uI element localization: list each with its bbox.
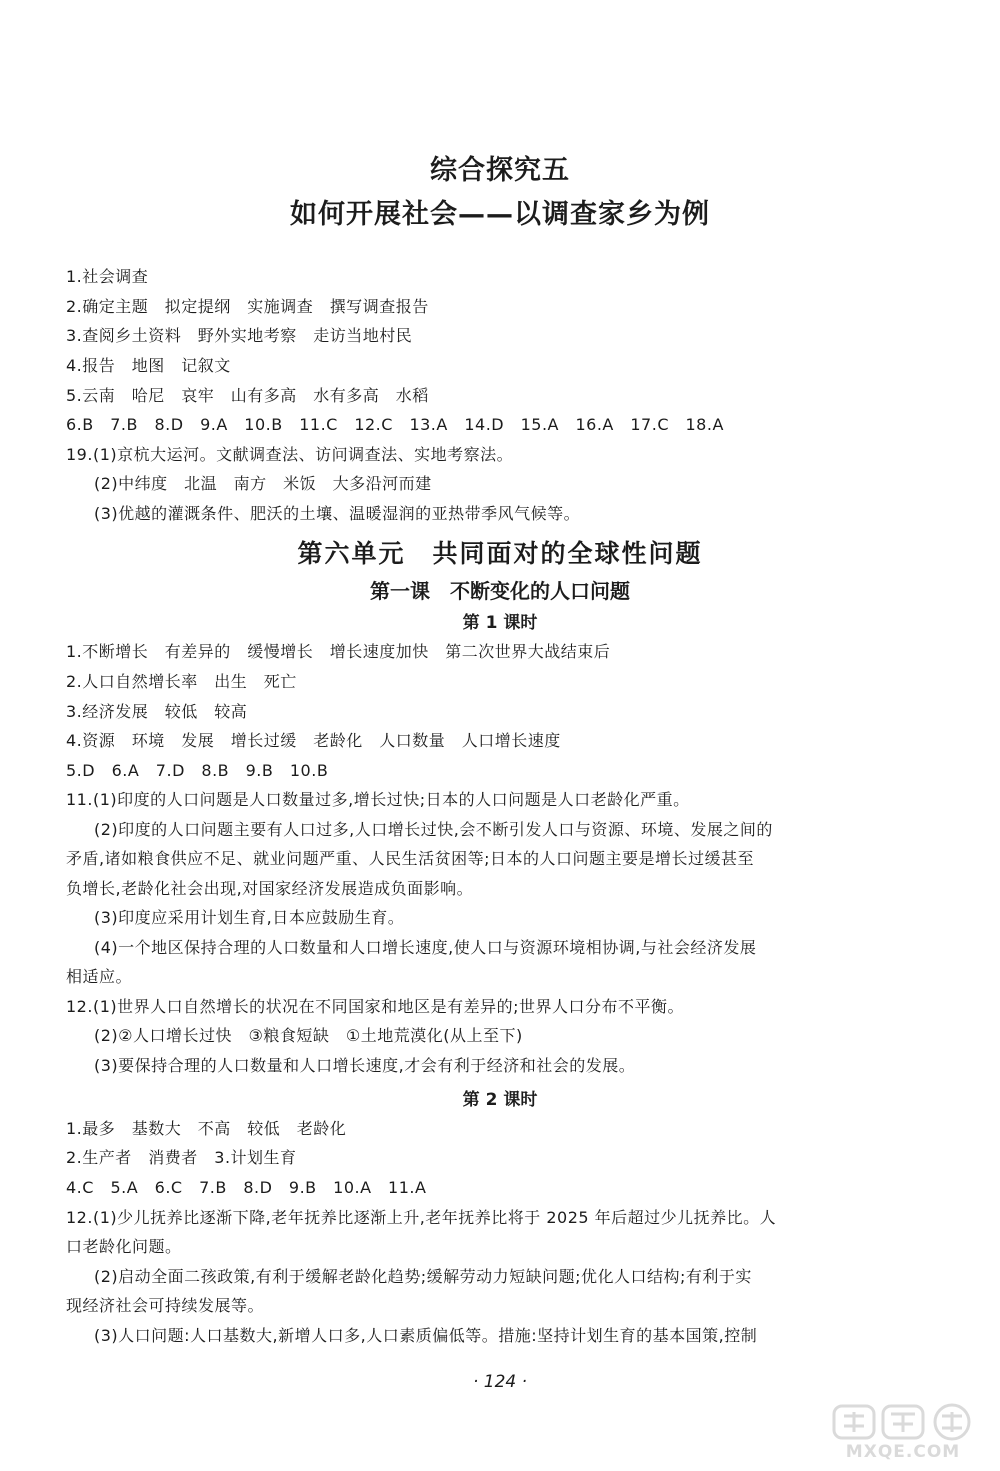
watermark [828,1402,978,1464]
answer-line: 1.不断增长 有差异的 缓慢增长 增长速度加快 第二次世界大战结束后 [66,642,611,661]
watermark-logo-icon [828,1402,978,1442]
answer-line: (2)中纬度 北温 南方 米饭 大多沿河而建 [94,474,432,493]
answer-line: (4)一个地区保持合理的人口数量和人口增长速度,使人口与资源环境相协调,与社会经济发展 [94,938,757,957]
answer-line: 6.B 7.B 8.D 9.A 10.B 11.C 12.C 13.A 14.D 15.A 16.A 17.C 18.A [66,415,724,434]
period-heading: 第 1 课时 [462,613,538,633]
answer-line: (3)优越的灌溉条件、肥沃的土壤、温暖湿润的亚热带季风气候等。 [94,504,581,523]
answer-line: 1.社会调查 [66,267,149,286]
answer-line: 5.D 6.A 7.D 8.B 9.B 10.B [66,761,329,780]
answer-line: 4.C 5.A 6.C 7.B 8.D 9.B 10.A 11.A [66,1178,427,1197]
answer-line: (3)要保持合理的人口数量和人口增长速度,才会有利于经济和社会的发展。 [94,1056,636,1075]
answer-line: 5.云南 哈尼 哀牢 山有多高 水有多高 水稻 [66,386,429,405]
answer-line: (3)印度应采用计划生育,日本应鼓励生育。 [94,908,405,927]
answer-line: (2)启动全面二孩政策,有利于缓解老龄化趋势;缓解劳动力短缺问题;优化人口结构;有利于实 [94,1267,752,1286]
answer-line: (2)印度的人口问题主要有人口过多,人口增长过快,会不断引发人口与资源、环境、发展之间的 [94,820,773,839]
answer-line: 12.(1)世界人口自然增长的状况在不同国家和地区是有差异的;世界人口分布不平衡。 [66,997,685,1016]
answer-line: (2)②人口增长过快 ③粮食短缺 ①土地荒漠化(从上至下) [94,1026,523,1045]
answer-line: 4.报告 地图 记叙文 [66,356,231,375]
answer-line: 口老龄化问题。 [66,1237,182,1256]
answer-line: 现经济社会可持续发展等。 [66,1296,265,1315]
answer-line: 矛盾,诸如粮食供应不足、就业问题严重、人民生活贫困等;日本的人口问题主要是增长过缓甚至 [66,849,754,868]
answer-line: 2.生产者 消费者 3.计划生育 [66,1148,297,1167]
answer-line: 11.(1)印度的人口问题是人口数量过多,增长过快;日本的人口问题是人口老龄化严重。 [66,790,690,809]
watermark-text: MXQE.COM [845,1442,961,1462]
answer-line: 12.(1)少儿抚养比逐渐下降,老年抚养比逐渐上升,老年抚养比将于 2025 年后超过少儿抚养比。人 [66,1208,777,1227]
lesson-title: 第一课 不断变化的人口问题 [370,579,630,603]
page-subtitle: 如何开展社会——以调查家乡为例 [290,199,710,230]
answer-line: 1.最多 基数大 不高 较低 老龄化 [66,1119,347,1138]
unit-title: 第六单元 共同面对的全球性问题 [297,539,703,568]
answer-line: 3.查阅乡土资料 野外实地考察 走访当地村民 [66,326,413,345]
answer-line: 2.人口自然增长率 出生 死亡 [66,672,297,691]
answer-line: 19.(1)京杭大运河。文献调查法、访问调查法、实地考察法。 [66,445,514,464]
answer-line: 相适应。 [66,967,133,986]
page-number: · 124 · [472,1372,528,1392]
answer-line: 2.确定主题 拟定提纲 实施调查 撰写调查报告 [66,297,429,316]
answer-line: 3.经济发展 较低 较高 [66,702,248,721]
answer-line: 负增长,老龄化社会出现,对国家经济发展造成负面影响。 [66,879,474,898]
period-heading: 第 2 课时 [462,1090,538,1110]
page-title: 综合探究五 [430,155,570,186]
answer-line: 4.资源 环境 发展 增长过缓 老龄化 人口数量 人口增长速度 [66,731,561,750]
answer-line: (3)人口问题:人口基数大,新增人口多,人口素质偏低等。措施:坚持计划生育的基本国策,控制 [94,1326,758,1345]
